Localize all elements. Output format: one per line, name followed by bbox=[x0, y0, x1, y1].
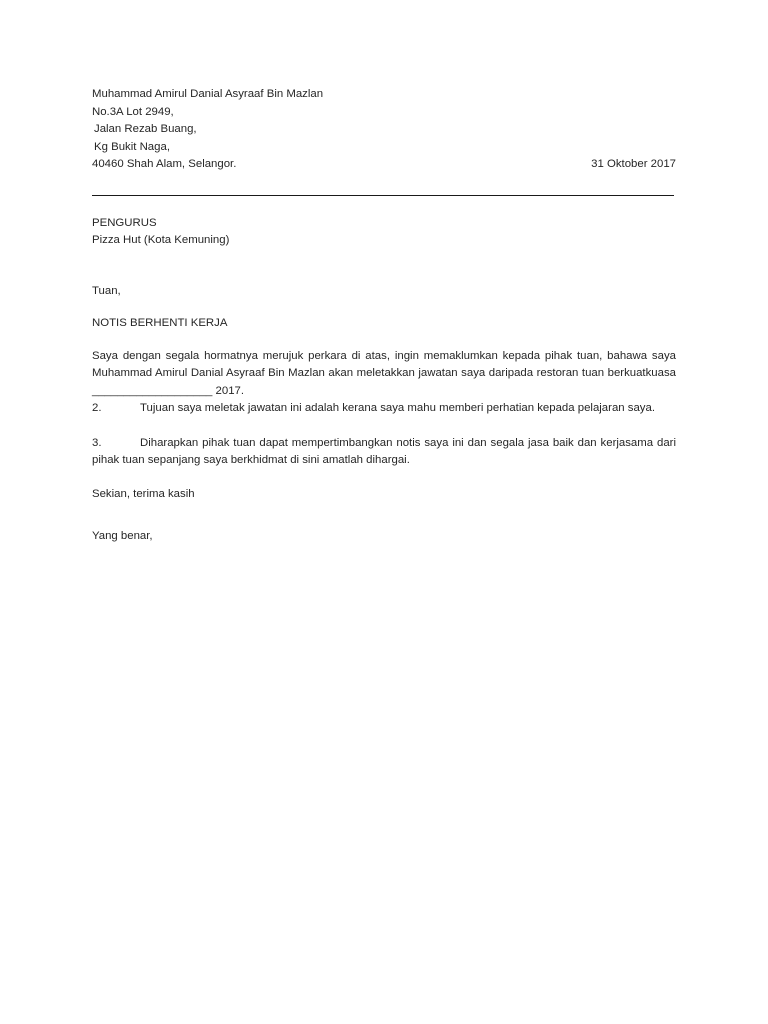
letter-date: 31 Oktober 2017 bbox=[591, 158, 676, 170]
sender-address-line-2: Jalan Rezab Buang, bbox=[94, 123, 197, 135]
closing-line: Sekian, terima kasih bbox=[92, 487, 195, 500]
paragraph-2-number: 2. bbox=[92, 402, 102, 414]
paragraph-2 bbox=[92, 400, 676, 418]
salutation: Tuan, bbox=[92, 284, 121, 297]
recipient-company: Pizza Hut (Kota Kemuning) bbox=[92, 234, 230, 246]
letter-subject: NOTIS BERHENTI KERJA bbox=[92, 317, 228, 329]
address-date-row bbox=[92, 156, 676, 174]
signoff: Yang benar, bbox=[92, 530, 153, 542]
paragraph-3 bbox=[92, 435, 676, 470]
recipient-block bbox=[92, 215, 676, 250]
paragraph-3-number: 3. bbox=[92, 436, 102, 449]
separator-line bbox=[92, 195, 674, 196]
paragraph-2-text: Tujuan saya meletak jawatan ini adalah kerana saya mahu memberi perhatian kepada pelajaran saya. bbox=[140, 402, 655, 414]
paragraph-1: Saya dengan segala hormatnya merujuk perkara di atas, ingin memaklumkan kepada pihak tuan, bahawa saya Muhammad Amirul Danial Asyraaf Bin Mazlan akan meletakkan jawatan saya daripada restoran tuan berkuatkuasa ___________________ 2017. bbox=[92, 349, 676, 397]
sender-address-line-4: 40460 Shah Alam, Selangor. bbox=[92, 158, 237, 170]
paragraph-3-text: Diharapkan pihak tuan dapat mempertimbangkan notis saya ini dan segala jasa baik dan kerjasama dari pihak tuan sepanjang saya berkhidmat di sini amatlah dihargai. bbox=[92, 436, 676, 466]
recipient-title: PENGURUS bbox=[92, 216, 157, 229]
letter-body bbox=[92, 86, 676, 546]
sender-address bbox=[92, 86, 676, 174]
sender-name: Muhammad Amirul Danial Asyraaf Bin Mazlan bbox=[92, 88, 324, 100]
sender-address-line-3: Kg Bukit Naga, bbox=[94, 140, 170, 153]
sender-address-line-1: No.3A Lot 2949, bbox=[92, 105, 174, 118]
